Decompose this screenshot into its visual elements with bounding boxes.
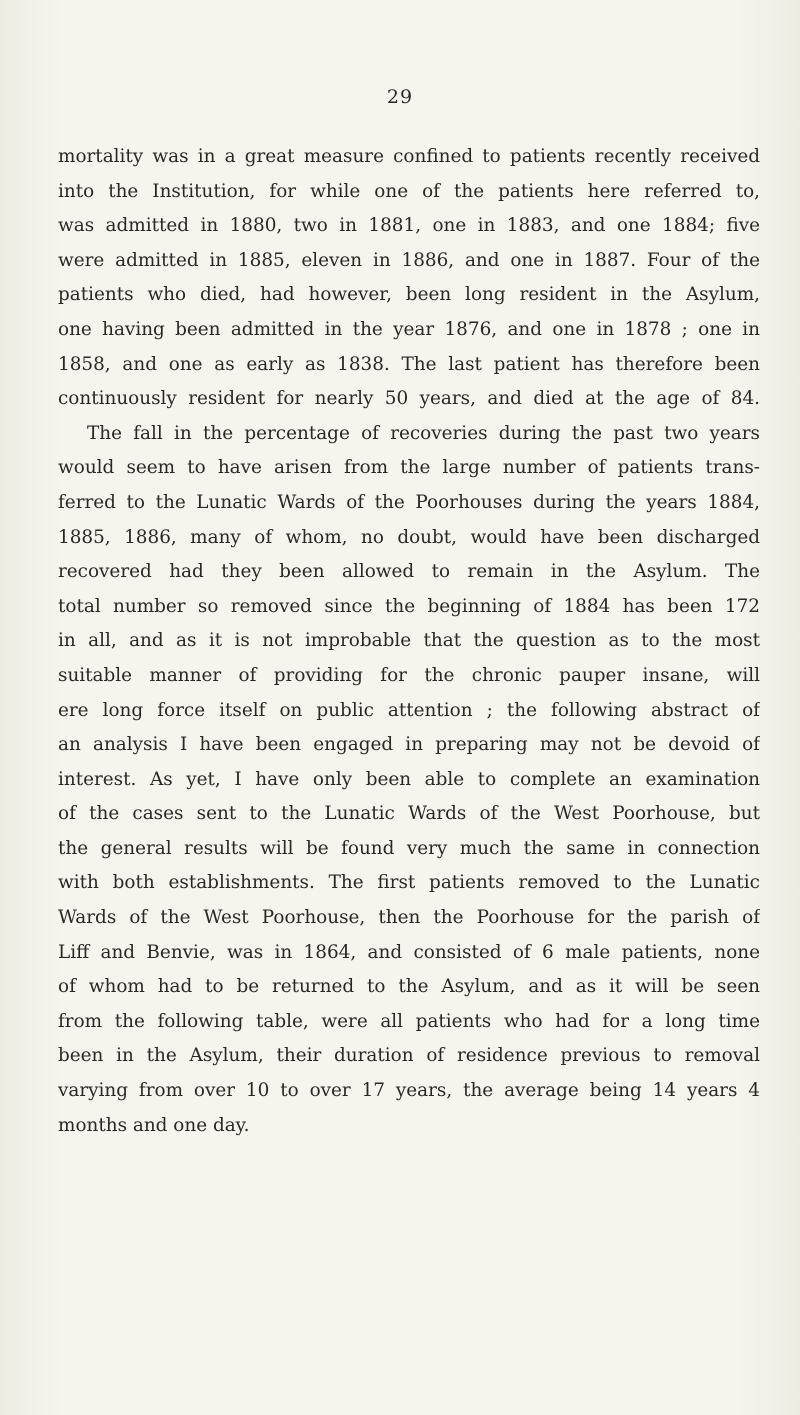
page-number: 29: [386, 86, 414, 108]
text-line: in all, and as it is not improbable that the question as to the most: [58, 630, 760, 652]
text-line: been in the Asylum, their duration of residence previous to removal: [58, 1045, 760, 1067]
text-line: of the cases sent to the Lunatic Wards of the West Poorhouse, but: [58, 803, 760, 825]
text-line: continuously resident for nearly 50 years, and died at the age of 84.: [58, 388, 760, 410]
text-line: with both establishments. The first patients removed to the Lunatic: [58, 872, 760, 894]
text-line: ere long force itself on public attention ; the following abstract of: [58, 699, 760, 721]
text-line: mortality was in a great measure confined to patients recently received: [58, 146, 760, 167]
text-line: ferred to the Lunatic Wards of the Poorhouses during the years 1884,: [58, 491, 760, 513]
text-line: suitable manner of providing for the chronic pauper insane, will: [58, 664, 760, 686]
text-line: 1885, 1886, many of whom, no doubt, would have been discharged: [58, 526, 760, 548]
text-line: The fall in the percentage of recoveries during the past two years: [87, 422, 760, 444]
text-line: Wards of the West Poorhouse, then the Poorhouse for the parish of: [58, 907, 760, 929]
text-line: would seem to have arisen from the large number of patients trans-: [58, 457, 760, 479]
text-line: into the Institution, for while one of the patients here referred to,: [58, 180, 760, 202]
text-line: Liff and Benvie, was in 1864, and consisted of 6 male patients, none: [58, 941, 760, 963]
text-line: patients who died, had however, been long resident in the Asylum,: [58, 284, 760, 306]
text-line: were admitted in 1885, eleven in 1886, and one in 1887. Four of the: [58, 249, 760, 271]
text-line: from the following table, were all patients who had for a long time: [58, 1010, 760, 1032]
text-line: interest. As yet, I have only been able to complete an examination: [58, 768, 760, 790]
text-line: months and one day.: [58, 1114, 250, 1136]
text-line: was admitted in 1880, two in 1881, one in 1883, and one 1884; five: [58, 215, 760, 237]
text-line: an analysis I have been engaged in preparing may not be devoid of: [58, 734, 760, 756]
text-line: recovered had they been allowed to remain in the Asylum. The: [58, 561, 760, 583]
text-line: of whom had to be returned to the Asylum, and as it will be seen: [58, 976, 760, 998]
text-line: the general results will be found very much the same in connection: [58, 837, 760, 859]
text-line: 1858, and one as early as 1838. The last patient has therefore been: [58, 353, 760, 375]
text-line: one having been admitted in the year 1876, and one in 1878 ; one in: [58, 318, 760, 340]
body-text: [58, 140, 760, 1143]
text-line: total number so removed since the beginning of 1884 has been 172: [58, 595, 760, 617]
text-line: varying from over 10 to over 17 years, the average being 14 years 4: [58, 1080, 760, 1102]
